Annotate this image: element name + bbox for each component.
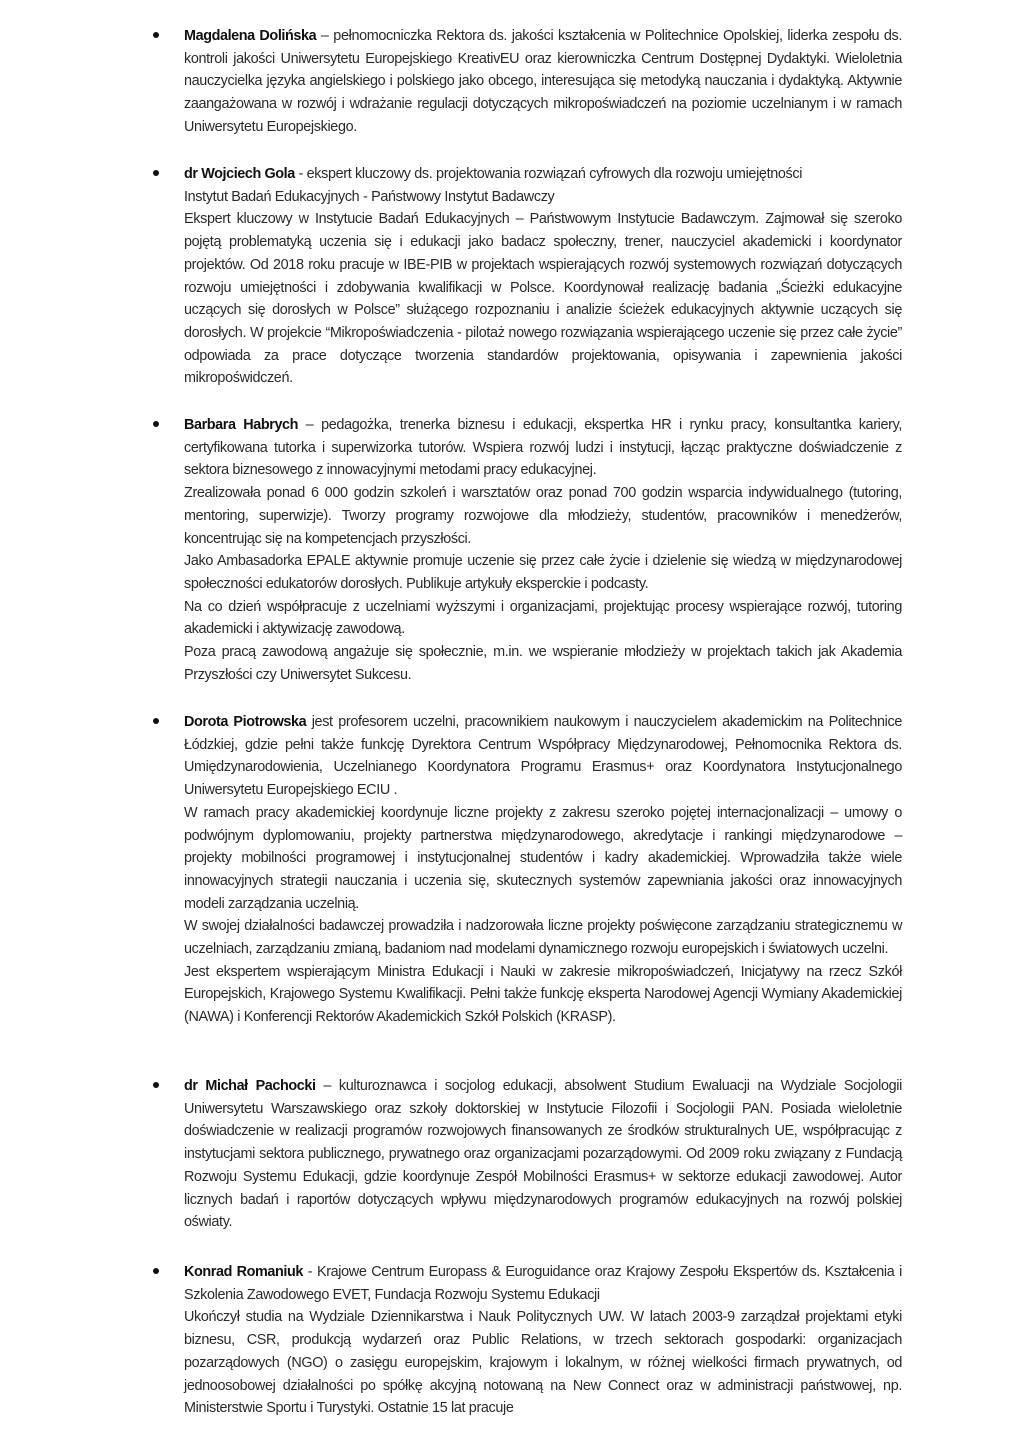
bio-paragraph: Na co dzień współpracuje z uczelniami wyższymi i organizacjami, projektując procesy wspierające rozwój, tutoring akademicki i aktywizację zawodową. xyxy=(184,598,902,638)
person-name: Dorota Piotrowska xyxy=(184,714,307,730)
bullet-icon xyxy=(150,1075,184,1098)
bio-paragraph: - ekspert kluczowy ds. projektowania rozwiązań cyfrowych dla rozwoju umiejętności xyxy=(294,166,803,182)
bio-paragraph: Ekspert kluczowy w Instytucie Badań Edukacyjnych – Państwowym Instytucie Badawczym. Zajmował się szeroko pojętą problematyką uczenia się i edukacji jako badacz społeczny, trener, nauczyciel akademicki i koordynator projektów. Od 2018 roku pracuje w IBE-PIB w projektach wspierających rozwój systemowych rozwiązań dotyczących rozwoju umiejętności i zdobywania kwalifikacji w Polsce. Koordynował realizację badania „Ścieżki edukacyjne uczących się dorosłych w Polsce” służącego rozpoznaniu i analizie ścieżek edukacyjnych aktywnie uczących się dorosłych. W projekcie “Mikropoświadczenia - pilotaż nowego rozwiązania wspierającego uczenie się przez całe życie” odpowiada za prace dotyczące tworzenia standardów projektowania, opisywania i zapewnienia jakości mikropoświdczeń. xyxy=(184,211,902,387)
bio-paragraph: Zrealizowała ponad 6 000 godzin szkoleń i warsztatów oraz ponad 700 godzin wsparcia indywidualnego (tutoring, mentoring, superwizje). Tworzy programy rozwojowe dla młodzieży, studentów, pracowników i menedżerów, koncentrując się na kompetencjach przyszłości. xyxy=(184,485,902,547)
bullet-icon xyxy=(150,25,184,48)
bio-entry-habrych xyxy=(150,414,902,686)
bullet-icon xyxy=(150,711,184,734)
bio-paragraph: - Krajowe Centrum Europass & Euroguidance oraz Krajowy Zespołu Ekspertów ds. Kształcenia i Szkolenia Zawodowego EVET, Fundacja Rozwoju Systemu Edukacji xyxy=(184,1264,902,1303)
person-name: Magdalena Dolińska xyxy=(184,28,317,44)
bio-paragraph: Jest ekspertem wspierającym Ministra Edukacji i Nauki w zakresie mikropoświadczeń, Inicjatywy na rzecz Szkół Europejskich, Krajowego Systemu Kwalifikacji. Pełni także funkcję eksperta Narodowej Agencji Wymiany Akademickiej (NAWA) i Konferencji Rektorów Akademickich Szkół Polskich (KRASP). xyxy=(184,963,902,1026)
person-name: Konrad Romaniuk xyxy=(184,1264,304,1280)
bio-paragraph: jest profesorem uczelni, pracownikiem naukowym i nauczycielem akademickim na Politechnice Łódzkiej, gdzie pełni także funkcję Dyrektora Centrum Współpracy Międzynarodowej, Pełnomocnika Rektora ds. Umiędzynarodowienia, Uczelnianego Koordynatora Programu Erasmus+ oraz Koordynatora Instytucjonalnego Uniwersytetu Europejskiego ECIU . xyxy=(184,714,902,799)
bullet-icon xyxy=(150,163,184,186)
bio-text xyxy=(184,414,902,686)
person-name: dr Michał Pachocki xyxy=(184,1078,316,1094)
person-name: Barbara Habrych xyxy=(184,417,299,433)
bullet-icon xyxy=(150,414,184,437)
bio-text xyxy=(184,25,902,139)
bio-paragraph: Ukończył studia na Wydziale Dziennikarstwa i Nauk Politycznych UW. W latach 2003-9 zarządzał projektami etyki biznesu, CSR, produkcją wydarzeń oraz Public Relations, w trzech sektorach gospodarki: organizacjach pozarządowych (NGO) o zasięgu europejskim, krajowym i lokalnym, w różnej wielkości firmach prywatnych, od jednoosobowej działalności po spółkę akcyjną notowaną na New Connect oraz w administracji państwowej, np. Ministerstwie Sportu i Turystyki. Ostatnie 15 lat pracuje xyxy=(184,1309,902,1417)
bio-text xyxy=(184,711,902,1029)
bio-text xyxy=(184,1075,902,1234)
bio-entry-romaniuk xyxy=(150,1261,902,1420)
bio-paragraph: W swojej działalności badawczej prowadziła i nadzorowała liczne projekty poświęcone zarządzaniu strategicznemu w uczelniach, zarządzaniu zmianą, badaniom nad modelami dynamicznego rozwoju europejskich i światowych uczelni. xyxy=(184,918,902,958)
bio-text xyxy=(184,163,902,390)
bio-paragraph: – pedagożka, trenerka biznesu i edukacji, ekspertka HR i rynku pracy, konsultantka kariery, certyfikowana tutorka i superwizorka tutorów. Wspiera rozwój ludzi i instytucji, łącząc praktyczne doświadczenie z sektora biznesowego z innowacyjnymi metodami pracy edukacyjnej. xyxy=(184,417,902,479)
bio-paragraph: Instytut Badań Edukacyjnych - Państwowy Instytut Badawczy xyxy=(184,188,555,205)
bio-text xyxy=(184,1261,902,1420)
bio-entry-gola xyxy=(150,163,902,390)
bio-paragraph: W ramach pracy akademickiej koordynuje liczne projekty z zakresu szeroko pojętej internacjonalizacji – umowy o podwójnym dyplomowaniu, projekty partnerstwa międzynarodowego, akredytacje i rankingi międzynarodowe – projekty mobilności programowej i instytucjonalnej studentów i kadry akademickiej. Wprowadziła także wiele innowacyjnych strategii nauczania i uczenia się, skutecznych systemów zapewniania jakości oraz innowacyjnych modeli zarządzania uczelnią. xyxy=(184,804,902,912)
bio-paragraph: Poza pracą zawodową angażuje się społecznie, m.in. we wspieranie młodzieży w projektach takich jak Akademia Przyszłości czy Uniwersytet Sukcesu. xyxy=(184,644,902,683)
bio-paragraph: – kulturoznawca i socjolog edukacji, absolwent Studium Ewaluacji na Wydziale Socjologii Uniwersytetu Warszawskiego oraz szkoły doktorskiej w Instytucie Filozofii i Socjologii PAN. Posiada wieloletnie doświadczenie w realizacji programów rozwojowych finansowanych ze środków strukturalnych UE, współpracując z instytucjami sektora publicznego, prywatnego oraz organizacjami pozarządowymi. Od 2009 roku związany z Fundacją Rozwoju Systemu Edukacji, gdzie koordynuje Zespół Mobilności Erasmus+ w sektorze edukacji zawodowej. Autor licznych badań i raportów dotyczących wpływu międzynarodowych programów edukacyjnych na rozwój polskiej oświaty. xyxy=(184,1078,902,1231)
bullet-icon xyxy=(150,1261,184,1284)
bio-entry-dolinska xyxy=(150,25,902,139)
bio-entry-pachocki xyxy=(150,1075,902,1234)
bio-paragraph: – pełnomocniczka Rektora ds. jakości kształcenia w Politechnice Opolskiej, liderka zespołu ds. kontroli jakości Uniwersytetu Europejskiego KreativEU oraz kierowniczka Centrum Dostępnej Dydaktyki. Wieloletnia nauczycielka języka angielskiego i polskiego jako obcego, interesująca się metodyką nauczania i dydaktyką. Aktywnie zaangażowana w rozwój i wdrażanie regulacji dotyczących mikropoświadczeń na poziomie uczelnianym i w ramach Uniwersytetu Europejskiego. xyxy=(184,28,902,135)
person-name: dr Wojciech Gola xyxy=(184,166,295,182)
bio-entry-piotrowska xyxy=(150,711,902,1029)
bio-paragraph: Jako Ambasadorka EPALE aktywnie promuje uczenie się przez całe życie i dzielenie się wiedzą w międzynarodowej społeczności edukatorów dorosłych. Publikuje artykuły eksperckie i podcasty. xyxy=(184,553,902,592)
